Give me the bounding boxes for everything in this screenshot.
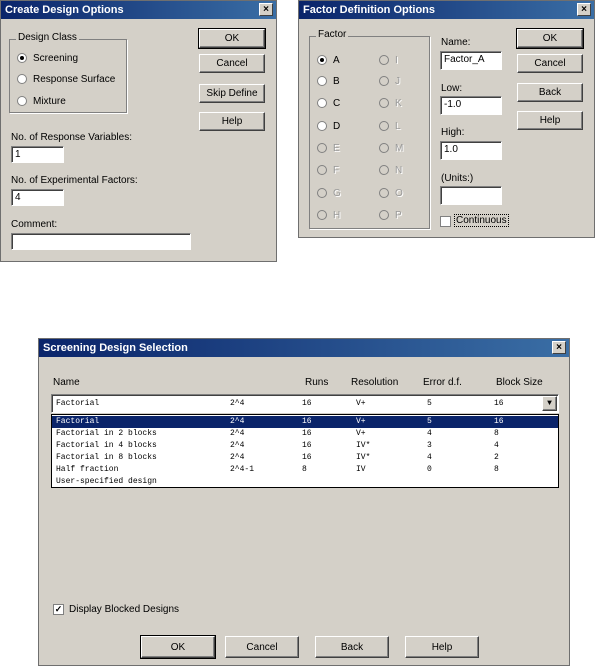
row-error: 0	[427, 465, 432, 474]
radio-factor-e	[317, 143, 327, 153]
radio-screening-label: Screening	[33, 53, 79, 64]
factor-group	[309, 36, 430, 229]
radio-factor-l-label: L	[395, 121, 401, 132]
factor-dialog-title: Factor Definition Options	[303, 4, 435, 16]
combo-error: 5	[427, 399, 432, 408]
row-block: 8	[494, 429, 499, 438]
screening-help-button[interactable]: Help	[405, 636, 479, 658]
factor-back-button[interactable]: Back	[517, 83, 583, 102]
screening-dialog-title: Screening Design Selection	[43, 342, 188, 354]
radio-screening[interactable]	[17, 53, 27, 63]
radio-factor-m	[379, 143, 389, 153]
radio-factor-p	[379, 210, 389, 220]
list-item[interactable]	[52, 452, 558, 464]
radio-factor-c-label: C	[333, 98, 341, 109]
comment-label: Comment:	[11, 219, 58, 230]
radio-factor-l	[379, 121, 389, 131]
response-vars-input[interactable]: 1	[11, 146, 64, 163]
radio-mixture[interactable]	[17, 96, 27, 106]
factor-high-label: High:	[441, 127, 465, 138]
factors-label: No. of Experimental Factors:	[11, 175, 138, 186]
factor-ok-button[interactable]: OK	[517, 29, 583, 48]
radio-factor-f	[317, 165, 327, 175]
skip-define-button[interactable]: Skip Define	[199, 84, 265, 103]
radio-factor-m-label: M	[395, 143, 404, 154]
combo-name: Factorial	[56, 399, 100, 408]
list-item[interactable]	[52, 428, 558, 440]
factor-name-label: Name:	[441, 37, 471, 48]
create-ok-button[interactable]: OK	[199, 29, 265, 48]
radio-mixture-label: Mixture	[33, 96, 66, 107]
screening-dialog-titlebar[interactable]	[39, 339, 569, 357]
radio-factor-g-label: G	[333, 188, 341, 199]
radio-factor-f-label: F	[333, 165, 340, 176]
list-item[interactable]	[52, 440, 558, 452]
row-name: Factorial	[56, 417, 100, 426]
screening-ok-button[interactable]: OK	[141, 636, 215, 658]
create-design-options-dialog	[0, 0, 277, 262]
row-resolution: V+	[356, 429, 366, 438]
row-resolution: IV	[356, 465, 366, 474]
screening-design-dialog	[38, 338, 570, 666]
radio-factor-o	[379, 188, 389, 198]
radio-factor-i-label: I	[395, 55, 398, 66]
row-code: 2^4	[230, 453, 245, 462]
row-name: Half fraction	[56, 465, 119, 474]
combo-runs: 16	[302, 399, 312, 408]
list-item[interactable]	[52, 464, 558, 476]
radio-factor-k-label: K	[395, 98, 402, 109]
screening-cancel-button[interactable]: Cancel	[225, 636, 299, 658]
factors-input[interactable]: 4	[11, 189, 64, 206]
factor-group-label: Factor	[318, 29, 347, 40]
design-class-label: Design Class	[18, 32, 77, 43]
header-resolution: Resolution	[351, 377, 399, 388]
factor-dialog-titlebar[interactable]	[299, 1, 594, 19]
row-name: User-specified design	[56, 477, 157, 486]
row-error: 4	[427, 429, 432, 438]
row-code: 2^4	[230, 441, 245, 450]
combo-selected-row	[52, 398, 558, 410]
radio-factor-i	[379, 55, 389, 65]
screening-back-button[interactable]: Back	[315, 636, 389, 658]
row-name: Factorial in 2 blocks	[56, 429, 157, 438]
radio-factor-g	[317, 188, 327, 198]
header-error-df: Error d.f.	[423, 377, 462, 388]
combo-resolution: V+	[356, 399, 366, 408]
radio-response-surface-label: Response Surface	[33, 74, 116, 85]
radio-factor-n	[379, 165, 389, 175]
row-code: 2^4	[230, 417, 245, 426]
row-name: Factorial in 4 blocks	[56, 441, 157, 450]
row-code: 2^4-1	[230, 465, 255, 474]
combo-block: 16	[494, 399, 504, 408]
row-runs: 16	[302, 429, 312, 438]
row-runs: 16	[302, 417, 312, 426]
radio-factor-o-label: O	[395, 188, 403, 199]
create-dialog-title: Create Design Options	[5, 4, 124, 16]
factor-low-label: Low:	[441, 83, 463, 94]
row-runs: 16	[302, 453, 312, 462]
combo-code: 2^4	[230, 399, 245, 408]
header-block-size: Block Size	[496, 377, 543, 388]
radio-factor-k	[379, 98, 389, 108]
radio-factor-e-label: E	[333, 143, 340, 154]
radio-factor-d-label: D	[333, 121, 341, 132]
factor-name-input[interactable]: Factor_A	[440, 51, 502, 70]
row-runs: 16	[302, 441, 312, 450]
combo-dropdown-arrow-icon[interactable]: ▼	[542, 396, 557, 411]
row-block: 8	[494, 465, 499, 474]
header-name: Name	[53, 377, 80, 388]
row-resolution: IV*	[356, 453, 371, 462]
row-block: 4	[494, 441, 499, 450]
radio-factor-h	[317, 210, 327, 220]
continuous-label: Continuous	[456, 215, 507, 226]
row-block: 16	[494, 417, 504, 426]
row-block: 2	[494, 453, 499, 462]
radio-factor-h-label: H	[333, 210, 341, 221]
radio-response-surface[interactable]	[17, 74, 27, 84]
radio-factor-b-label: B	[333, 76, 340, 87]
factor-units-input[interactable]	[440, 186, 502, 205]
row-name: Factorial in 8 blocks	[56, 453, 157, 462]
radio-factor-p-label: P	[395, 210, 402, 221]
row-resolution: V+	[356, 417, 366, 426]
row-resolution: IV*	[356, 441, 371, 450]
radio-factor-j-label: J	[395, 76, 400, 87]
radio-factor-d[interactable]	[317, 121, 327, 131]
continuous-checkbox[interactable]	[440, 216, 451, 227]
radio-factor-j	[379, 76, 389, 86]
factor-help-button[interactable]: Help	[517, 111, 583, 130]
factor-definition-dialog	[298, 0, 595, 238]
radio-factor-a-label: A	[333, 55, 340, 66]
screening-dialog-close-icon[interactable]: ×	[552, 341, 566, 354]
display-blocked-checkbox[interactable]: ✓	[54, 604, 63, 614]
row-runs: 8	[302, 465, 307, 474]
design-list[interactable]	[51, 414, 559, 488]
create-dialog-close-icon[interactable]: ×	[259, 3, 273, 16]
row-code: 2^4	[230, 429, 245, 438]
design-combo-box[interactable]	[51, 394, 559, 413]
create-help-button[interactable]: Help	[199, 112, 265, 131]
row-error: 4	[427, 453, 432, 462]
factor-dialog-close-icon[interactable]: ×	[577, 3, 591, 16]
comment-input[interactable]	[11, 233, 191, 250]
list-item[interactable]	[52, 416, 558, 428]
factor-high-input[interactable]: 1.0	[440, 141, 502, 160]
header-runs: Runs	[305, 377, 329, 388]
radio-factor-a[interactable]	[317, 55, 327, 65]
create-cancel-button[interactable]: Cancel	[199, 54, 265, 73]
row-error: 3	[427, 441, 432, 450]
display-blocked-label: Display Blocked Designs	[69, 604, 180, 615]
create-dialog-titlebar[interactable]	[1, 1, 276, 19]
response-vars-label: No. of Response Variables:	[11, 132, 132, 143]
radio-factor-b[interactable]	[317, 76, 327, 86]
radio-factor-n-label: N	[395, 165, 403, 176]
factor-units-label: (Units:)	[441, 173, 474, 184]
list-item[interactable]	[52, 476, 558, 488]
factor-low-input[interactable]: -1.0	[440, 96, 502, 115]
factor-cancel-button[interactable]: Cancel	[517, 54, 583, 73]
radio-factor-c[interactable]	[317, 98, 327, 108]
row-error: 5	[427, 417, 432, 426]
